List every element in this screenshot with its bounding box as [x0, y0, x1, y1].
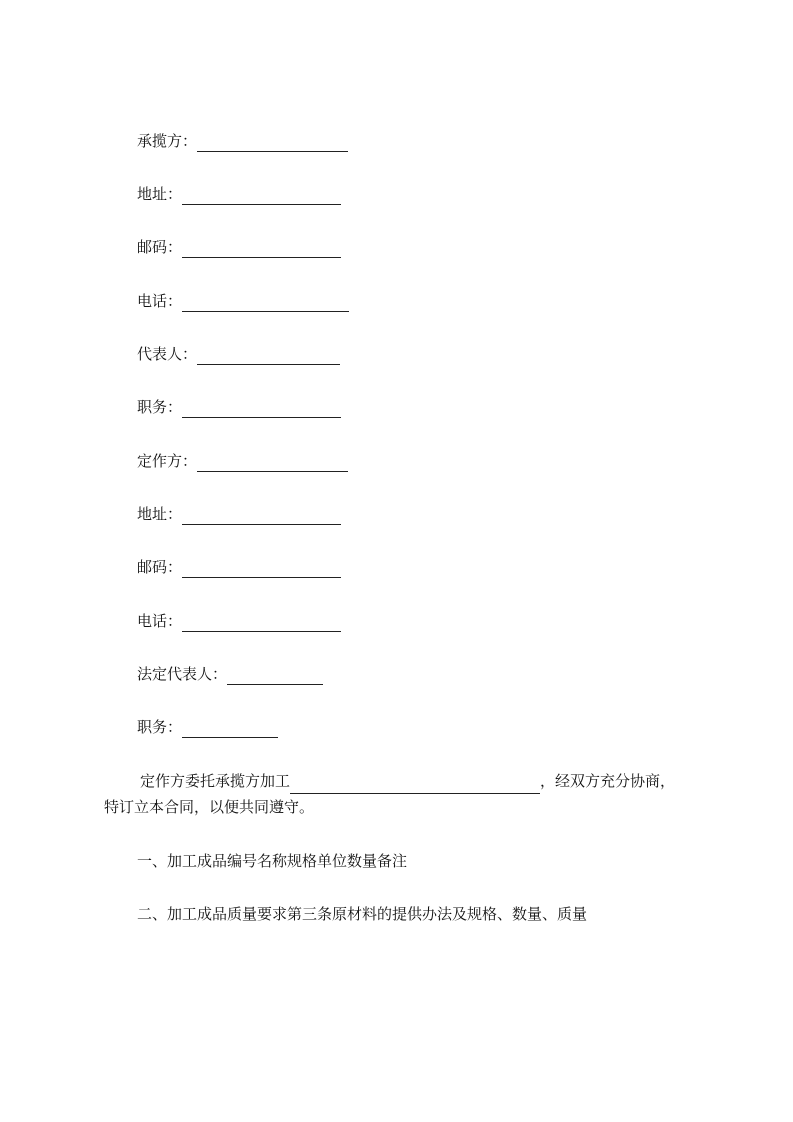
- intro-line-2: 特订立本合同，以便共同遵守。: [104, 798, 315, 816]
- contractor-position-blank[interactable]: [182, 399, 341, 418]
- contractor-name-blank[interactable]: [197, 133, 348, 152]
- contractor-name-label: 承揽方：: [137, 132, 198, 150]
- contractor-representative-field: [137, 343, 340, 365]
- contractor-postcode-field: [137, 236, 341, 258]
- contractor-position-label: 职务：: [137, 398, 183, 416]
- contractor-name-field: [137, 130, 348, 152]
- contractor-phone-label: 电话：: [137, 292, 183, 310]
- customer-address-field: [137, 503, 341, 525]
- intro-paragraph: [104, 768, 704, 820]
- customer-address-blank[interactable]: [182, 506, 341, 525]
- customer-name-blank[interactable]: [197, 453, 348, 472]
- contractor-address-field: [137, 183, 341, 205]
- customer-legal-rep-label: 法定代表人：: [137, 665, 228, 683]
- customer-position-field: [137, 716, 278, 738]
- customer-postcode-blank[interactable]: [182, 559, 341, 578]
- contractor-phone-blank[interactable]: [182, 293, 349, 312]
- intro-text-after: ，经双方充分协商，: [540, 772, 676, 790]
- customer-phone-field: [137, 610, 341, 632]
- section-heading-1: 一、加工成品编号名称规格单位数量备注: [137, 852, 408, 870]
- customer-position-label: 职务：: [137, 718, 183, 736]
- intro-product-blank[interactable]: [290, 775, 540, 794]
- customer-name-label: 定作方：: [137, 452, 198, 470]
- contractor-address-label: 地址：: [137, 185, 183, 203]
- customer-postcode-field: [137, 556, 341, 578]
- contractor-postcode-blank[interactable]: [182, 239, 341, 258]
- customer-name-field: [137, 450, 348, 472]
- customer-phone-label: 电话：: [137, 612, 183, 630]
- contractor-phone-field: [137, 290, 349, 312]
- customer-legal-rep-blank[interactable]: [227, 666, 323, 685]
- contractor-representative-blank[interactable]: [197, 346, 340, 365]
- customer-phone-blank[interactable]: [182, 613, 341, 632]
- customer-address-label: 地址：: [137, 505, 183, 523]
- contractor-representative-label: 代表人：: [137, 345, 198, 363]
- contractor-address-blank[interactable]: [182, 186, 341, 205]
- customer-postcode-label: 邮码：: [137, 558, 183, 576]
- intro-line-1: [104, 768, 704, 794]
- contractor-position-field: [137, 396, 341, 418]
- contractor-postcode-label: 邮码：: [137, 238, 183, 256]
- customer-position-blank[interactable]: [182, 719, 278, 738]
- customer-legal-rep-field: [137, 663, 323, 685]
- section-heading-2: 二、加工成品质量要求第三条原材料的提供办法及规格、数量、质量: [137, 905, 588, 923]
- intro-text-before: 定作方委托承揽方加工: [140, 772, 291, 790]
